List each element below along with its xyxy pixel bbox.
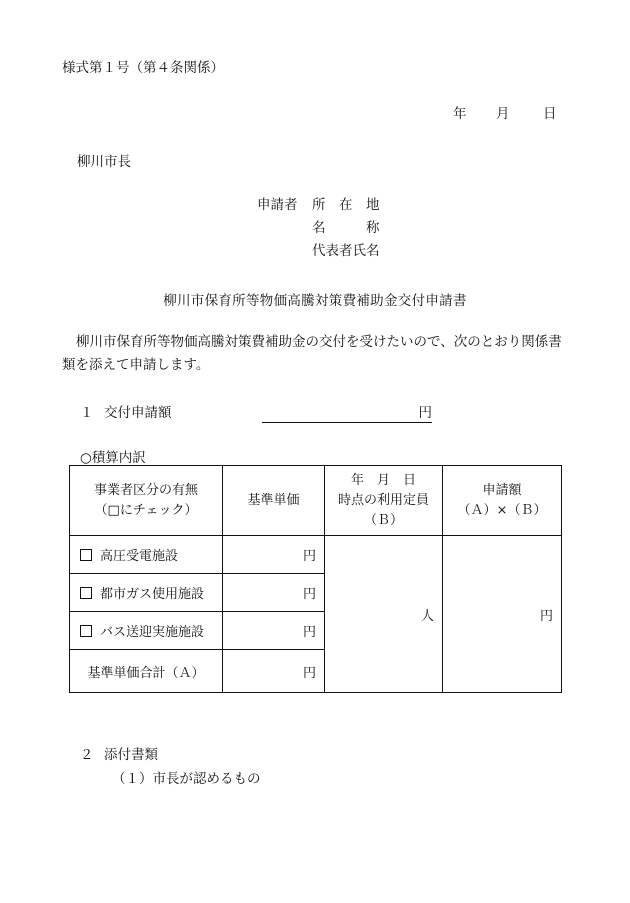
applicant-prefix: 申請者 bbox=[257, 197, 298, 213]
checkbox-high-voltage[interactable] bbox=[80, 549, 92, 561]
breakdown-table bbox=[69, 465, 562, 693]
header-capacity: 年 月 日 時点の利用定員 （Ｂ） bbox=[325, 466, 443, 536]
applicant-block bbox=[257, 194, 380, 263]
category-cell: 高圧受電施設 bbox=[70, 536, 223, 574]
table-header-row bbox=[70, 466, 562, 536]
header-amount: 申請額 （Ａ）×（Ｂ） bbox=[443, 466, 562, 536]
capacity-cell[interactable]: 人 bbox=[325, 536, 443, 693]
checkbox-city-gas[interactable] bbox=[80, 587, 92, 599]
date-line bbox=[453, 102, 557, 122]
date-month: 月 bbox=[496, 106, 510, 122]
section-1-number: １ bbox=[80, 405, 94, 421]
attachment-item: （１）市長が認めるもの bbox=[112, 771, 261, 787]
category-cell: バス送迎実施施設 bbox=[70, 612, 223, 650]
requested-amount-field[interactable] bbox=[262, 401, 432, 423]
header-category: 事業者区分の有無 （□にチェック） bbox=[70, 466, 223, 536]
representative-label: 代表者氏名 bbox=[312, 243, 380, 259]
section-1-label: 交付申請額 bbox=[104, 405, 172, 421]
category-cell: 都市ガス使用施設 bbox=[70, 574, 223, 612]
unit-price-cell[interactable]: 円 bbox=[223, 612, 325, 650]
total-category-cell: 基準単価合計（Ａ） bbox=[70, 650, 223, 693]
address-label: 所 在 地 bbox=[312, 197, 380, 213]
section-2-label: 添付書類 bbox=[104, 747, 158, 763]
form-identifier: 様式第１号（第４条関係） bbox=[62, 60, 224, 76]
body-text: 柳川市保育所等物価高騰対策費補助金の交付を受けたいので、次のとおり関係書類を添えて申請します。 bbox=[62, 334, 562, 373]
date-day: 日 bbox=[543, 106, 557, 122]
date-year: 年 bbox=[453, 106, 467, 122]
section-2-heading bbox=[80, 743, 158, 763]
breakdown-label: ○積算内訳 bbox=[80, 450, 146, 466]
unit-price-cell[interactable]: 円 bbox=[223, 574, 325, 612]
addressee: 柳川市長 bbox=[77, 154, 131, 170]
amount-cell[interactable]: 円 bbox=[443, 536, 562, 693]
requested-amount-unit: 円 bbox=[418, 405, 432, 421]
header-unit-price: 基準単価 bbox=[223, 466, 325, 536]
total-unit-price-cell[interactable]: 円 bbox=[223, 650, 325, 693]
name-label: 名 称 bbox=[312, 220, 380, 236]
document-title: 柳川市保育所等物価高騰対策費補助金交付申請書 bbox=[163, 293, 467, 309]
section-1-heading bbox=[80, 401, 172, 421]
section-2-number: ２ bbox=[80, 747, 94, 763]
unit-price-cell[interactable]: 円 bbox=[223, 536, 325, 574]
table-row bbox=[70, 536, 562, 574]
checkbox-bus-shuttle[interactable] bbox=[80, 625, 92, 637]
